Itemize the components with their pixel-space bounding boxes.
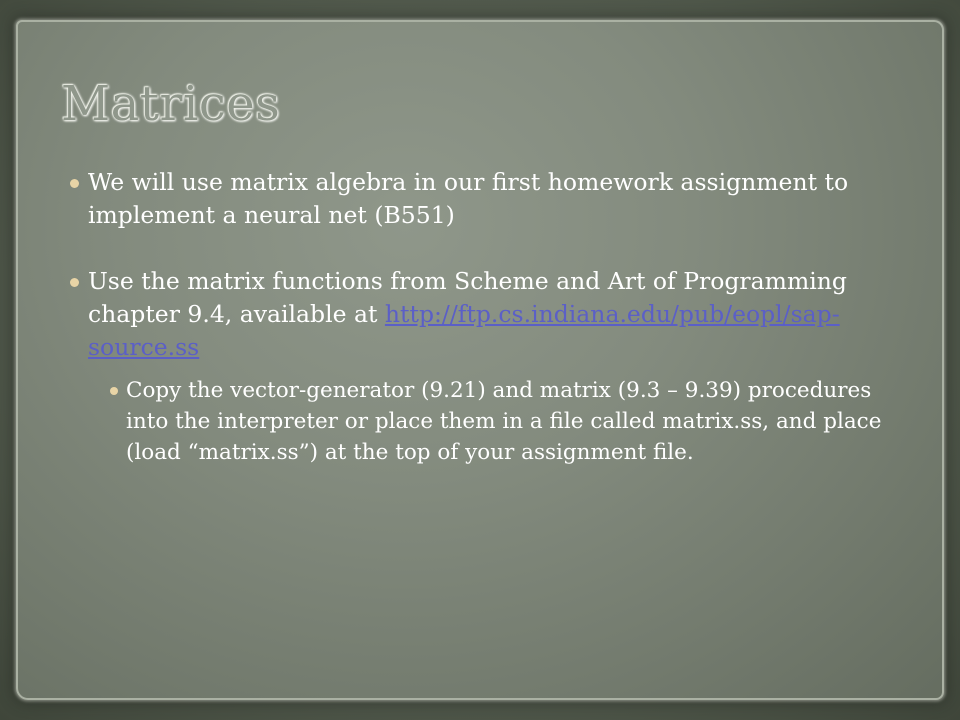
- bullet-text: We will use matrix algebra in our first homework assignment to implement a neural net (B551): [88, 168, 849, 229]
- bullet-dot-icon: [70, 278, 79, 287]
- slide-content: [70, 166, 920, 468]
- source-link[interactable]: http://ftp.cs.indiana.edu/pub/eopl/sap-source.ss: [88, 300, 840, 361]
- bullet-item: [70, 265, 920, 364]
- slide-title: Matrices: [61, 76, 281, 132]
- sub-bullet-text: Copy the vector-generator (9.21) and matrix (9.3 – 9.39) procedures into the interpreter or place them in a file called matrix.ss, and place (load “matrix.ss”) at the top of your assignment file.: [126, 378, 882, 465]
- bullet-dot-icon: [70, 179, 79, 188]
- bullet-item: [70, 166, 920, 232]
- bullet-text: Use the matrix functions from Scheme and Art of Programming chapter 9.4, available at: [88, 267, 847, 328]
- sub-bullet-dot-icon: [110, 387, 118, 395]
- sub-bullet-item: [110, 375, 920, 468]
